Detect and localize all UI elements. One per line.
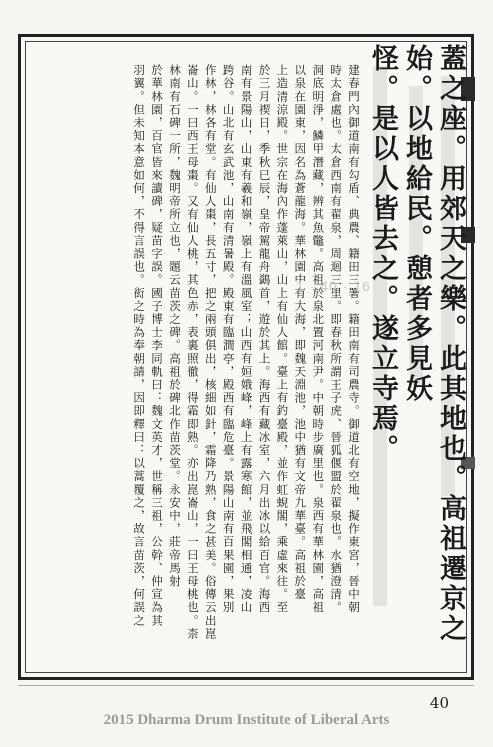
watermark: 2015 Dharma Drum Institute of Liberal Arts bbox=[103, 712, 390, 728]
commentary-column: 崙山。一曰西王母棗。又有仙人桃，其色赤，表裏照徹，得霜即熟。亦出崑崙山，一曰王母桃也。柰 bbox=[185, 64, 200, 641]
commentary-column: 林南有石碑一所，魏明帝所立也，題云苗茨之碑。高祖於碑北作苗茨堂。永安中，莊帝馬射 bbox=[167, 64, 182, 588]
commentary-column: 於三月禊日，季秋巳辰，皇帝駕龍舟鷁首，遊於其上。海西有藏冰室，六月出冰以給百官。海西 bbox=[257, 64, 272, 615]
commentary-column: 上造清涼殿。世宗在海內作蓬萊山，山上有仙人館。臺上有釣臺殿，並作虹蜺閣，乘虛來往。至 bbox=[275, 64, 290, 615]
commentary-column: 作林，林各有堂。有仙人棗，長五寸，把之兩頭俱出，核細如針，霜降乃熟，食之甚美。俗傳云出崑 bbox=[203, 64, 218, 641]
commentary-column: 羽翼。但未知本意如何，不得言誤也。衒之時為奉朝請，因即釋曰：以蒿覆之，故言苗茨，何誤之 bbox=[132, 64, 147, 628]
commentary-column: 建春門內御道南有勾盾、典農、籍田三署。籍田南有司農寺。御道北有空地，擬作東宮，晉中朝 bbox=[347, 64, 361, 615]
commentary-column: 南有景陽山，山東有羲和嶺，嶺上有溫風室；山西有姮娥峰，峰上有露寒館，並飛閣相通，凌山 bbox=[239, 64, 254, 615]
commentary-column: 以泉在園東，因名為蒼龍海。華林園中有大海，即魏天淵池，池中猶有文帝九華臺。高祖於臺 bbox=[293, 64, 308, 602]
footer-rule bbox=[18, 685, 474, 686]
main-text-column: 蓋之座。用郊天之樂。此其地也。高祖遷京之始。以地給民。憩者多見妖 bbox=[401, 44, 466, 644]
commentary-column: 於華林園，百官皆來讀碑，疑苗字誤。國子博士李同軌曰：魏文英才，世稱三祖，公幹、仲宣為其 bbox=[150, 64, 165, 628]
commentary-column: 時太倉處也。太倉西南有翟泉，周迴三里。即春秋所謂王子虎、晉狐偃盟於翟泉也。水猶澄清。 bbox=[329, 64, 344, 615]
page-number: 40 bbox=[429, 694, 449, 712]
scan-mark: 1 · 40 · 16 bbox=[296, 278, 371, 294]
main-text-column: 怪。是以人皆去之。遂立寺焉。 bbox=[367, 44, 398, 464]
main-text-block bbox=[365, 44, 467, 644]
commentary-block bbox=[30, 64, 362, 664]
commentary-column: 洞底明淨，鱗甲潛藏，辨其魚鼈。高祖於泉北置河南尹。中朝時步廣里也。泉西有華林園，高祖 bbox=[311, 64, 326, 615]
commentary-column: 跨谷。山北有玄武池，山南有清暑殿。殿東有臨澗亭，殿西有臨危臺。景陽山南有百果園，果別 bbox=[221, 64, 236, 615]
